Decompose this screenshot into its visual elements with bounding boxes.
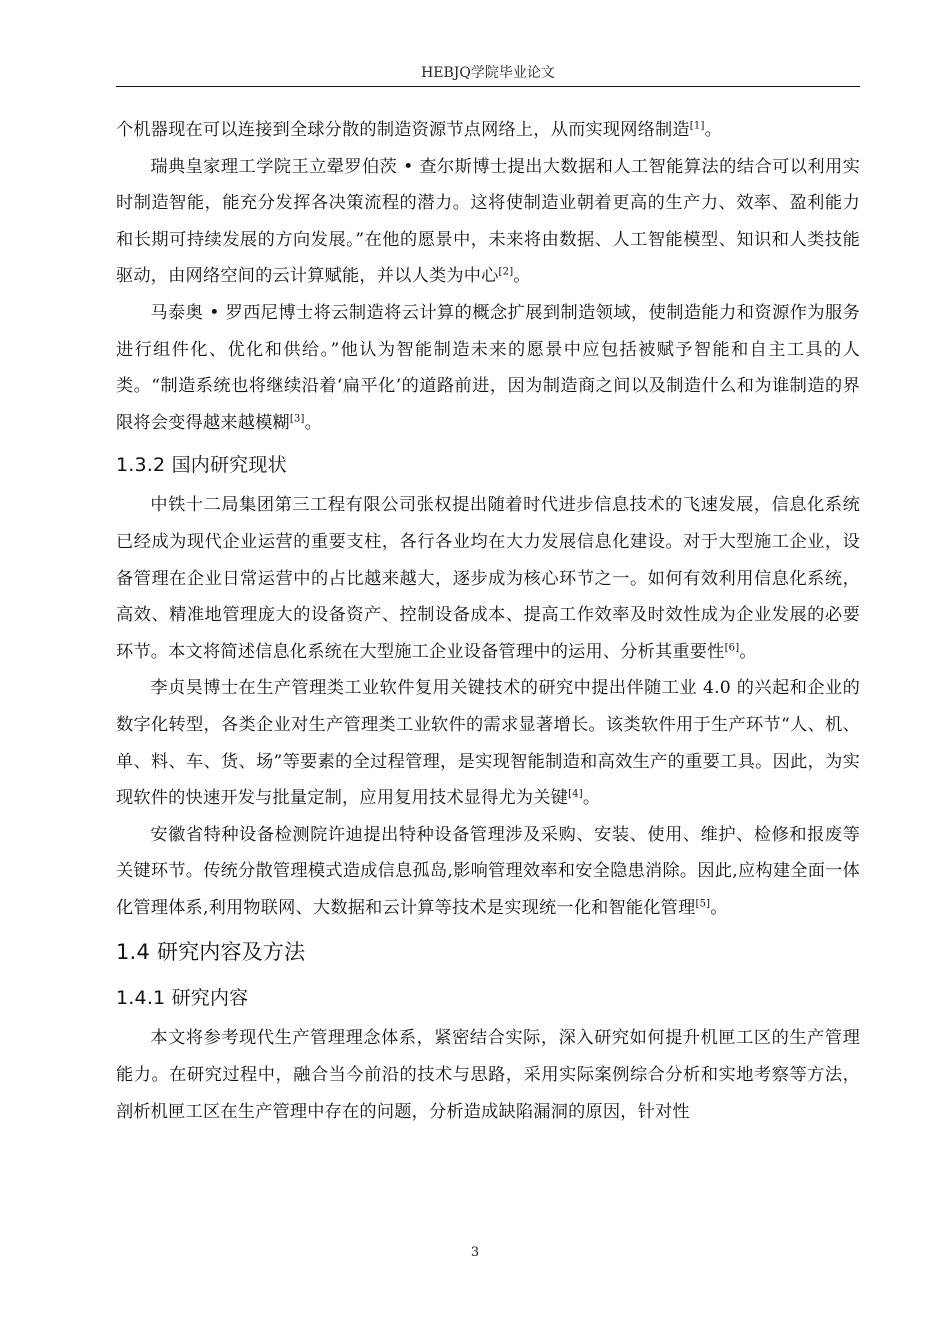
header-rule bbox=[116, 86, 860, 87]
citation-ref: [2] bbox=[498, 266, 514, 278]
paragraph-1: 个机器现在可以连接到全球分散的制造资源节点网络上，从而实现网络制造[1]。 bbox=[116, 120, 722, 140]
running-header: HEBJQ学院毕业论文 bbox=[421, 65, 555, 81]
citation-ref: [4] bbox=[568, 788, 583, 800]
citation-ref: [3] bbox=[289, 413, 305, 425]
citation-ref: [5] bbox=[695, 898, 711, 910]
citation-ref: [1] bbox=[689, 120, 705, 132]
citation-ref: [6] bbox=[724, 641, 740, 653]
paragraph-4: 中铁十二局集团第三工程有限公司张权提出随着时代进步信息技术的飞速发展，信息化系统已经成为现代企业运营的重要支柱，各行各业均在大力发展信息化建设。对于大型施工企业，设备管理在企业日常运营中的占比越来越大，逐步成为核心环节之一。如何有效利用信息化系统，高效、精准地管理庞大的设备资产、控制设备成本、提高工作效率及时效性成为企业发展的必要环节。本文将简述信息化系统在大型施工企业设备管理中的运用、分析其重要性[6]。 bbox=[116, 495, 860, 662]
paragraph-5: 李贞昊博士在生产管理类工业软件复用关键技术的研究中提出伴随工业 4.0 的兴起和企业的数字化转型，各类企业对生产管理类工业软件的需求显著增长。该类软件用于生产环节“人、机、单、料、车、货、场”等要素的全过程管理，是实现智能制造和高效生产的重要工具。因此，为实现软件的快速开发与批量定制，应用复用技术显得尤为关键[4]。 bbox=[116, 678, 860, 809]
page-number: 3 bbox=[470, 1245, 480, 1260]
section-heading-1-4-1: 1.4.1 研究内容 bbox=[116, 987, 249, 1010]
body-text bbox=[116, 112, 860, 1130]
paragraph-3: 马泰奥 • 罗西尼博士将云制造将云计算的概念扩展到制造领域，使制造能力和资源作为服务进行组件化、优化和供给。”他认为智能制造未来的愿景中应包括被赋予智能和自主工具的人类。“制造系统也将继续沿着‘扁平化’的道路前进，因为制造商之间以及制造什么和为谁制造的界限将会变得越来越模糊[3]。 bbox=[116, 302, 860, 433]
paragraph-7: 本文将参考现代生产管理理念体系，紧密结合实际，深入研究如何提升机匣工区的生产管理能力。在研究过程中，融合当今前沿的技术与思路，采用实际案例综合分析和实地考察等方法，剖析机匣工区在生产管理中存在的问题，分析造成缺陷漏洞的原因，针对性 bbox=[116, 1028, 860, 1122]
section-heading-1-3-2: 1.3.2 国内研究现状 bbox=[116, 454, 287, 477]
paragraph-6: 安徽省特种设备检测院许迪提出特种设备管理涉及采购、安装、使用、维护、检修和报废等关键环节。传统分散管理模式造成信息孤岛,影响管理效率和安全隐患消除。因此,应构建全面一体化管理体系,利用物联网、大数据和云计算等技术是实现统一化和智能化管理[5]。 bbox=[116, 824, 860, 918]
section-heading-1-4: 1.4 研究内容及方法 bbox=[116, 940, 306, 965]
paragraph-2: 瑞典皇家理工学院王立翚罗伯茨 • 查尔斯博士提出大数据和人工智能算法的结合可以利用实时制造智能，能充分发挥各决策流程的潜力。这将使制造业朝着更高的生产力、效率、盈利能力和长期可持续发展的方向发展。”在他的愿景中，未来将由数据、人工智能模型、知识和人类技能驱动，由网络空间的云计算赋能，并以人类为中心[2]。 bbox=[116, 156, 860, 287]
